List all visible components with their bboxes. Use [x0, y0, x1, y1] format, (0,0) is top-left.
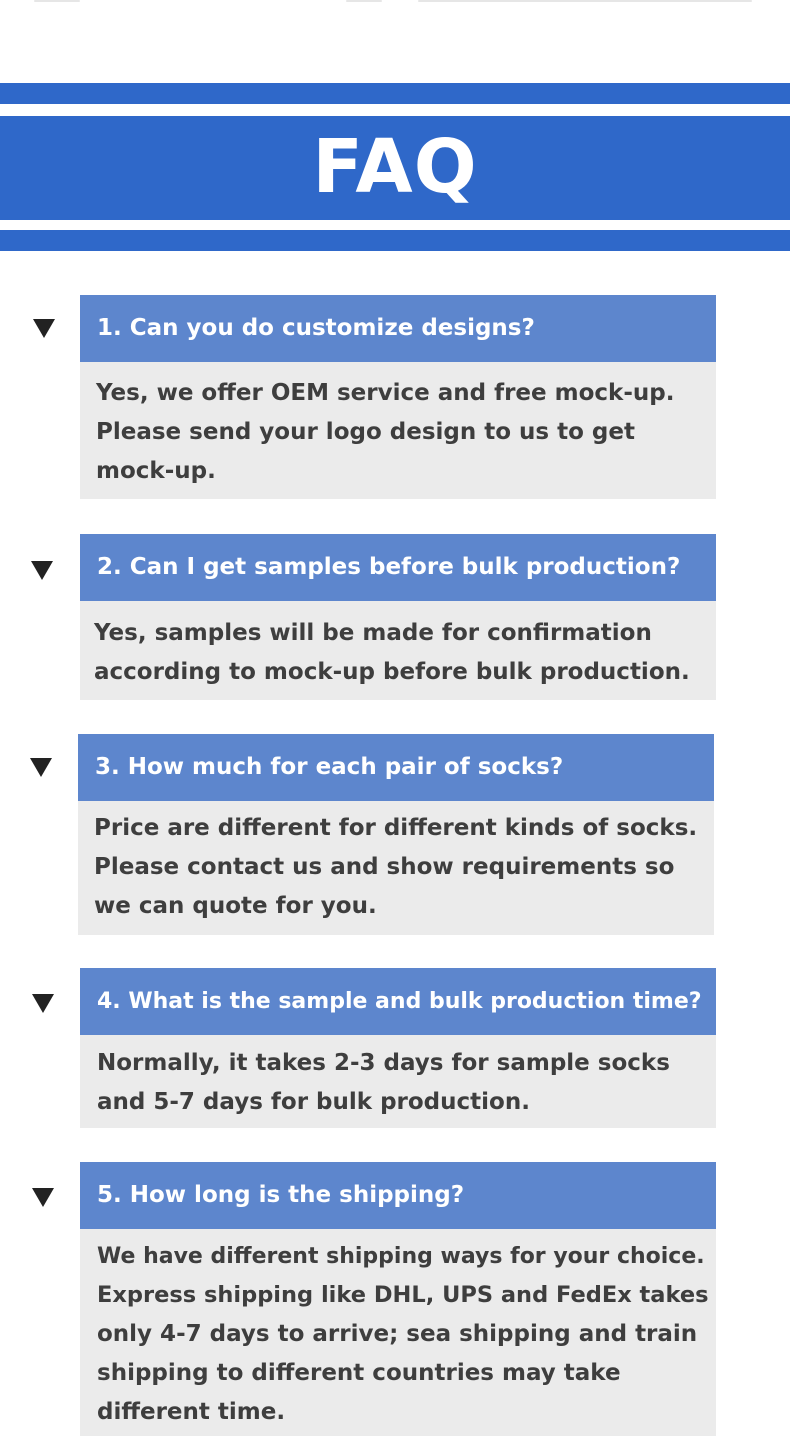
faq-answer-line: We have different shipping ways for your choice. [97, 1244, 705, 1269]
faq-answer-line: Normally, it takes 2-3 days for sample socks [97, 1050, 670, 1076]
faq-answer-line: shipping to different countries may take [97, 1360, 621, 1386]
faq-question-text: 1. Can you do customize designs? [97, 315, 535, 341]
divider [34, 0, 80, 2]
page-title: FAQ [312, 124, 478, 210]
faq-answer-4 [80, 1035, 716, 1128]
faq-answer-line: according to mock-up before bulk production. [94, 659, 690, 685]
faq-question-1[interactable] [80, 295, 716, 362]
faq-question-2[interactable] [80, 534, 716, 601]
faq-question-text: 2. Can I get samples before bulk production? [97, 554, 681, 580]
faq-answer-line: Price are different for different kinds of socks. [94, 815, 698, 841]
faq-answer-line: Yes, we offer OEM service and free mock-up. [96, 380, 675, 406]
triangle-down-icon[interactable] [32, 994, 54, 1013]
faq-question-text: 4. What is the sample and bulk production time? [97, 988, 702, 1014]
faq-question-text: 5. How long is the shipping? [97, 1182, 465, 1208]
faq-answer-line: Yes, samples will be made for confirmation [94, 620, 652, 646]
triangle-down-icon[interactable] [33, 319, 55, 338]
faq-answer-line: and 5-7 days for bulk production. [97, 1089, 530, 1115]
header-top-stripe [0, 83, 790, 104]
triangle-down-icon[interactable] [32, 1188, 54, 1207]
faq-question-text: 3. How much for each pair of socks? [95, 754, 564, 780]
faq-answer-line: mock-up. [96, 458, 216, 484]
faq-question-3[interactable] [78, 734, 714, 801]
top-edge-remnants [0, 0, 790, 6]
faq-answer-line: Please send your logo design to us to get [96, 419, 635, 445]
faq-answer-line: Express shipping like DHL, UPS and FedEx takes [97, 1282, 709, 1308]
faq-answer-line: we can quote for you. [94, 893, 377, 919]
faq-header-banner [0, 116, 790, 220]
divider [418, 0, 752, 2]
faq-question-5[interactable] [80, 1162, 716, 1229]
faq-answer-line: Please contact us and show requirements so [94, 854, 675, 880]
triangle-down-icon[interactable] [30, 758, 52, 777]
triangle-down-icon[interactable] [31, 561, 53, 580]
faq-answer-5 [80, 1229, 716, 1436]
faq-answer-1 [80, 362, 716, 499]
faq-answer-2 [80, 601, 716, 700]
faq-answer-3 [78, 801, 714, 935]
faq-question-4[interactable] [80, 968, 716, 1035]
faq-answer-line: different time. [97, 1399, 286, 1425]
faq-answer-line: only 4-7 days to arrive; sea shipping and train [97, 1321, 698, 1347]
divider [346, 0, 382, 2]
header-bottom-stripe [0, 230, 790, 251]
